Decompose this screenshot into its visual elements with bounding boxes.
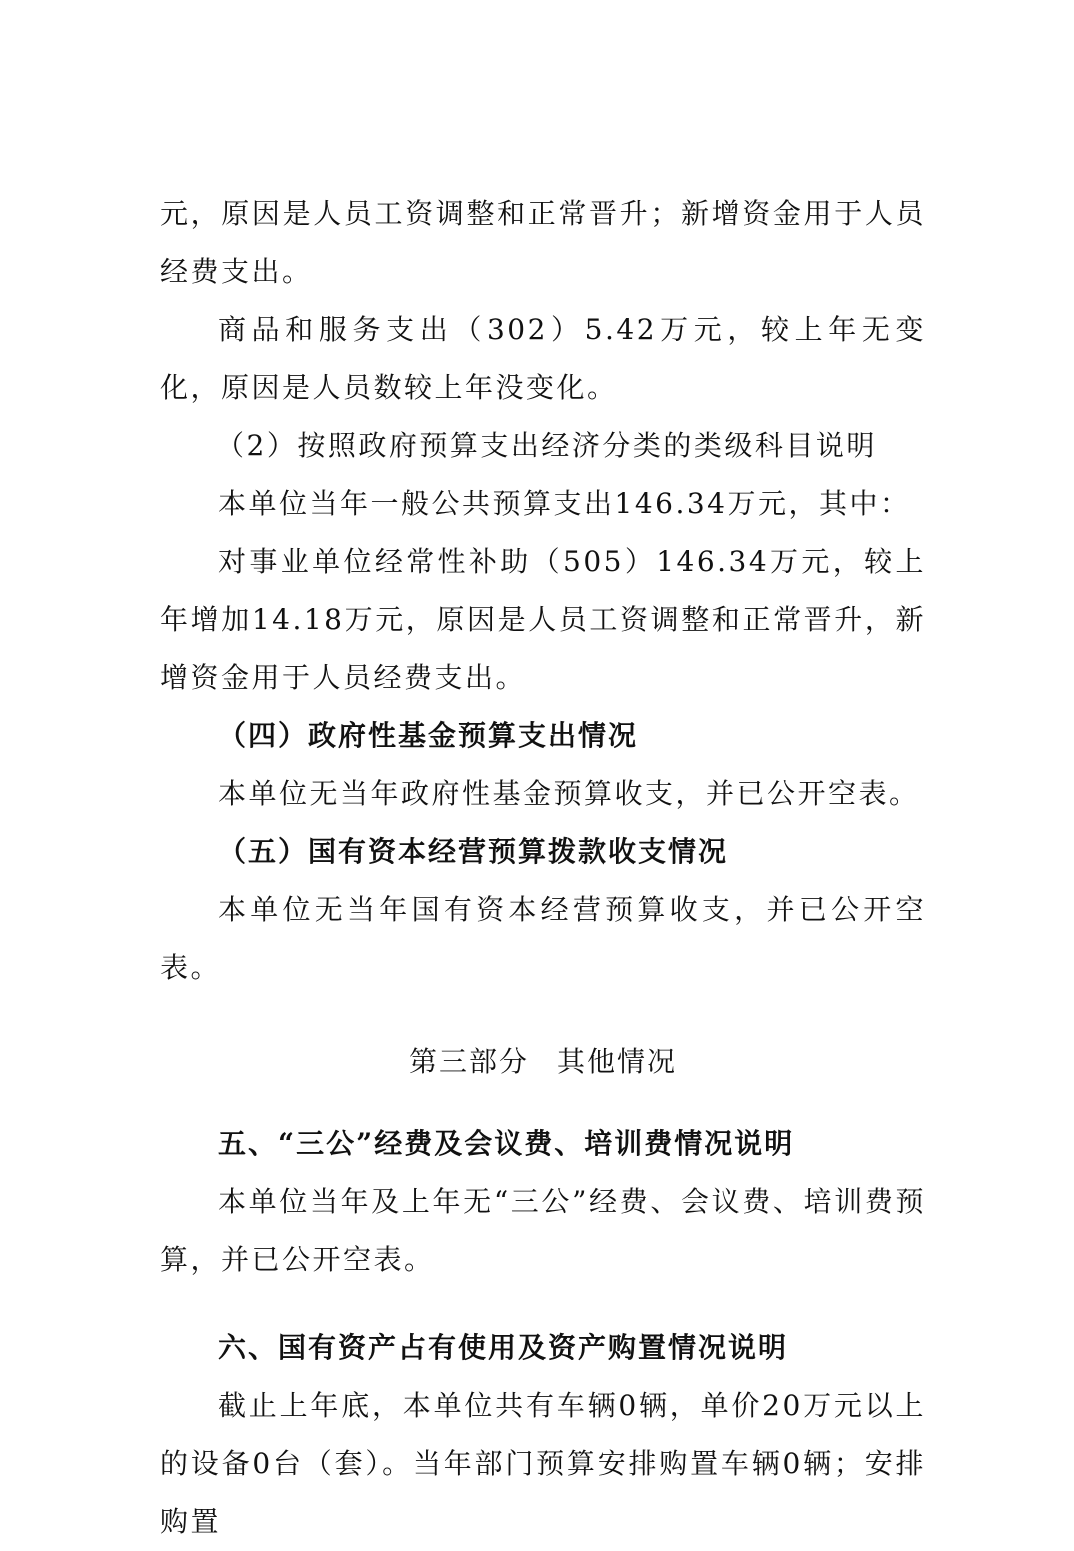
paragraph-goods-services: 商品和服务支出（302）5.42万元，较上年无变化，原因是人员数较上年没变化。 — [160, 313, 926, 404]
paragraph-state-capital: 本单位无当年国有资本经营预算收支，并已公开空表。 — [160, 893, 926, 984]
paragraph-subsidy-505: 对事业单位经常性补助（505）146.34万元，较上年增加14.18万元，原因是人员工资调整和正常晋升，新增资金用于人员经费支出。 — [160, 545, 926, 694]
part-three-label: 第三部分 — [408, 1045, 529, 1078]
heading-section-six: 六、国有资产占有使用及资产购置情况说明 — [218, 1331, 789, 1364]
heading-government-fund: （四）政府性基金预算支出情况 — [218, 719, 639, 752]
part-three-title — [160, 1033, 926, 1091]
paragraph-general-budget-total: 本单位当年一般公共预算支出146.34万元，其中： — [218, 487, 911, 520]
subheading-economic-classification: （2）按照政府预算支出经济分类的类级科目说明 — [216, 429, 877, 462]
heading-state-capital: （五）国有资本经营预算拨款收支情况 — [218, 835, 729, 868]
part-three-name: 其他情况 — [557, 1045, 678, 1078]
heading-section-five: 五、“三公”经费及会议费、培训费情况说明 — [218, 1127, 795, 1160]
document-body — [160, 185, 926, 1551]
paragraph-government-fund: 本单位无当年政府性基金预算收支，并已公开空表。 — [218, 777, 920, 810]
paragraph-section-five: 本单位当年及上年无“三公”经费、会议费、培训费预算，并已公开空表。 — [160, 1185, 926, 1276]
paragraph-personnel-reason: 元，原因是人员工资调整和正常晋升；新增资金用于人员经费支出。 — [160, 197, 926, 288]
paragraph-section-six: 截止上年底，本单位共有车辆0辆，单价20万元以上的设备0台（套）。当年部门预算安排购置车辆0辆；安排购置 — [160, 1389, 926, 1538]
